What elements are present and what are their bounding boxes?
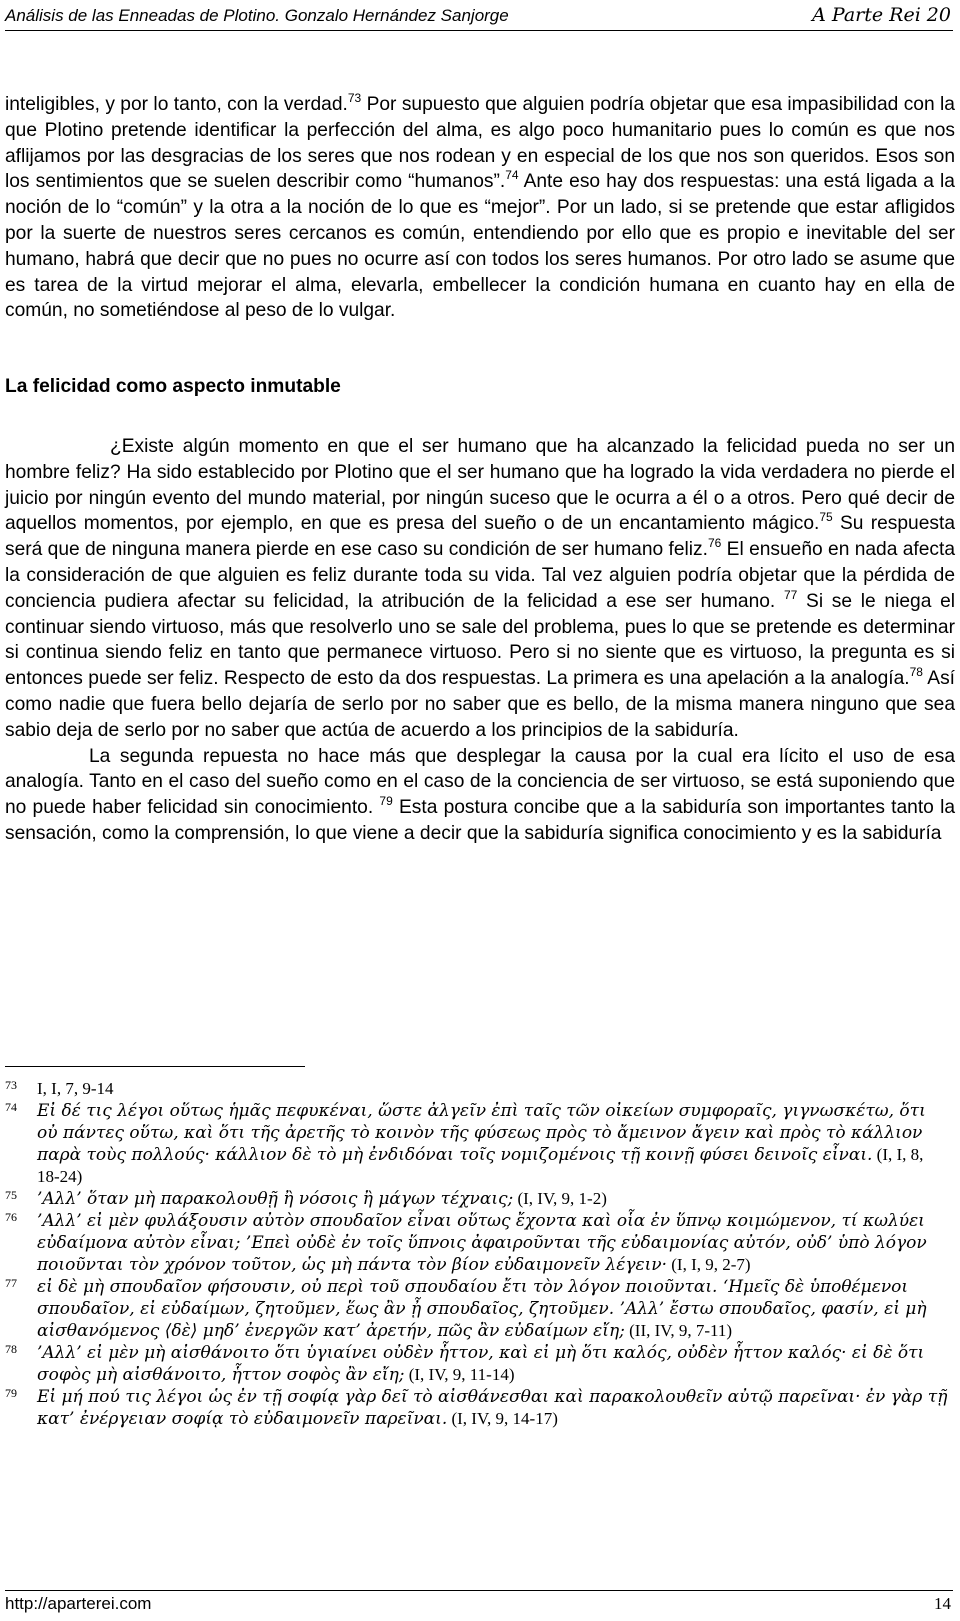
- footnote-reference: (I, I, 9, 2-7): [667, 1255, 751, 1274]
- footnote-76: [5, 1210, 950, 1276]
- paragraph-intro: [5, 92, 955, 324]
- footnote-greek: ’Αλλ’ ὅταν μὴ παρακολουθῇ ἢ νόσοις ἢ μάγων τέχναις;: [37, 1189, 514, 1209]
- paragraph-text: inteligibles, y por lo tanto, con la verdad.: [5, 94, 348, 115]
- footnote-number: 79: [5, 1386, 17, 1400]
- document-body: [5, 92, 955, 847]
- paragraph-text: El ensueño en nada afecta la consideración de que alguien es feliz durante toda su vida. Tal vez alguien podría objetar que la pérdida de conciencia pudiera afectar su felicidad, la atribución de la felicidad a ese ser humano.: [5, 539, 955, 612]
- footnote-reference: (I, IV, 9, 1-2): [513, 1189, 607, 1208]
- footnote-73: [5, 1078, 950, 1100]
- footnote-marker[interactable]: 78: [909, 665, 923, 680]
- footnote-78: [5, 1342, 950, 1386]
- footnote-number: 75: [5, 1188, 17, 1202]
- footnote-marker[interactable]: 74: [505, 168, 519, 183]
- page-footer: [5, 1590, 953, 1615]
- page-number: 14: [934, 1594, 951, 1613]
- paragraph-text: Por supuesto que alguien podría objetar que esa impasibilidad con la que Plotino pretende identificar la perfección del alma, es algo poco humanitario pues lo común es que nos aflijamos por las desgracias de los seres que nos rodean y en especial de los que nos son queridos. Esos son los sentimientos que se suelen describir como “humanos”.: [5, 94, 955, 193]
- footnote-number: 74: [5, 1100, 17, 1114]
- header-title: Análisis de las Enneadas de Plotino. Gonzalo Hernández Sanjorge: [5, 6, 509, 25]
- footnotes: [5, 1078, 950, 1430]
- footer-url[interactable]: http://aparterei.com: [5, 1594, 152, 1613]
- paragraph-text: La segunda repuesta no hace más que desplegar la causa por la cual era lícito el uso de esa analogía. Tanto en el caso del sueño como en el caso de la conciencia de ser virtuoso, se está suponiendo que no puede haber felicidad sin conocimiento.: [5, 745, 955, 819]
- footnote-75: [5, 1188, 950, 1210]
- footnote-number: 76: [5, 1210, 17, 1224]
- page-header: [5, 4, 953, 31]
- paragraph-second-answer: [5, 744, 955, 847]
- paragraph-text: ¿Existe algún momento en que el ser humano que ha alcanzado la felicidad pueda no ser un hombre feliz? Ha sido establecido por Plotino que el ser humano que ha logrado la vida verdadera no pierde el juicio por ningún evento del mundo material, por ningún suceso que le ocurra a él o a otros. Pero qué decir de aquellos momentos, por ejemplo, en que es presa del sueño o de un encantamiento mágico.: [5, 435, 955, 535]
- paragraph-text: Si se le niega el continuar siendo virtuoso, más que resolverlo uno se sale del problema, pues lo que se pretende es determinar si continua siendo feliz en tanto que permanece virtuoso. Pero si no siente que es virtuoso, la pregunta es si entonces puede ser feliz. Respecto de esto da dos respuestas. La primera es una apelación a la analogía.: [5, 590, 956, 690]
- section-heading: La felicidad como aspecto inmutable: [5, 376, 341, 398]
- paragraph-text: Ante eso hay dos respuestas: una está ligada a la noción de lo “común” y la otra a la noción de lo que es “mejor”. Por un lado, si se pretende que estar afligidos por la suerte de nuestros seres cercanos es común, entendiendo por ello que es propio e inevitable del ser humano, habrá que decir que no pues no ocurre así con todos los seres humanos. Por otro lado se asume que es tarea de la virtud mejorar el alma, elevarla, embellecer la condición humana en cuanto hay en ella de común, no sometiéndose al peso de lo vulgar.: [5, 171, 955, 322]
- footnote-79: [5, 1386, 950, 1430]
- footnote-74: [5, 1100, 950, 1188]
- footnote-marker[interactable]: 75: [819, 510, 833, 525]
- paragraph-text: Esta postura concibe que a la sabiduría son importantes tanto la sensación, como la comprensión, lo que viene a decir que la sabiduría significa conocimiento y es la sabiduría: [5, 797, 955, 844]
- footnote-marker[interactable]: 76: [707, 536, 722, 551]
- footnote-number: 77: [5, 1276, 17, 1290]
- footnote-greek: ’Αλλ’ εἰ μὲν φυλάξουσιν αὐτὸν σπουδαῖον εἶναι οὕτως ἔχοντα καὶ οἷα ἐν ὕπνῳ κοιμώμενον, τί κωλύει εὐδαίμονα αὐτὸν εἶναι; ’Επεὶ οὐδὲ ἐν τοῖς ὕπνοις ἀφαιροῦνται τῆς εὐδαιμονίας αὐτόν, οὐδ’ ὑπὸ λόγον ποιοῦνται τὸν χρόνον τοῦτον, ὡς μὴ πάντα τὸν βίον εὐδαιμονεῖν λέγειν·: [37, 1211, 927, 1275]
- footnote-number: 78: [5, 1342, 17, 1356]
- footnote-reference: (I, IV, 9, 14-17): [447, 1409, 558, 1428]
- footnote-greek: ’Αλλ’ εἰ μὲν μὴ αἰσθάνοιτο ὅτι ὑγιαίνει οὐδὲν ἧττον, καὶ εἰ μὴ ὅτι καλός, οὐδὲν ἧττον καλός· εἰ δὲ ὅτι σοφὸς μὴ αἰσθάνοιτο, ἧττον σοφὸς ἂν εἴη;: [37, 1343, 925, 1385]
- footnote-marker[interactable]: 79: [379, 794, 393, 809]
- footnote-reference: I, I, 7, 9-14: [37, 1079, 114, 1098]
- footnote-number: 73: [5, 1078, 17, 1092]
- footnote-greek: Εἰ μή πού τις λέγοι ὡς ἐν τῇ σοφίᾳ γὰρ δεῖ τὸ αἰσθάνεσθαι καὶ παρακολουθεῖν αὐτῷ παρεῖναι· ἐν γὰρ τῇ κατ’ ἐνέργειαν σοφίᾳ τὸ εὐδαιμονεῖν παρεῖναι.: [37, 1387, 948, 1429]
- footnote-reference: (I, I, 8, 18-24): [37, 1145, 924, 1186]
- footnote-separator: [5, 1066, 305, 1067]
- footnote-reference: (II, IV, 9, 7-11): [624, 1321, 733, 1340]
- footnote-greek: Εἰ δέ τις λέγοι οὕτως ἡμᾶς πεφυκέναι, ὥστε ἀλγεῖν ἐπὶ ταῖς τῶν οἰκείων συμφοραῖς, γιγνωσκέτω, ὅτι οὐ πάντες οὕτω, καὶ ὅτι τῆς ἀρετῆς τὸ κοινὸν τῆς φύσεως πρὸς τὸ ἄμεινον ἄγειν καὶ πρὸς τὸ κάλλιον παρὰ τοὺς πολλούς· κάλλιον δὲ τὸ μὴ ἐνδιδόναι τοῖς νομιζομένοις τῇ κοινῇ φύσει δεινοῖς εἶναι.: [37, 1101, 926, 1165]
- footnote-marker[interactable]: 77: [783, 587, 798, 602]
- paragraph-question: [5, 434, 955, 744]
- footnote-reference: (I, IV, 9, 11-14): [404, 1365, 515, 1384]
- footnote-marker[interactable]: 73: [347, 91, 362, 105]
- header-brand: A Parte Rei 20: [812, 4, 951, 26]
- paragraph-text: Su respuesta será que de ninguna manera pierde en ese caso su condición de ser humano feliz.: [5, 513, 955, 561]
- paragraph-text: Así como nadie que fuera bello dejaría de serlo por no saber que es bello, de la misma manera ninguno que sea sabio deja de serlo por no saber que actúa de acuerdo a los principios de la sabiduría.: [5, 668, 955, 741]
- footnote-greek: εἰ δὲ μὴ σπουδαῖον φήσουσιν, οὐ περὶ τοῦ σπουδαίου ἔτι τὸν λόγον ποιοῦνται. ‘Ημεῖς δὲ ὑποθέμενοι σπουδαῖον, εἰ εὐδαίμων, ζητοῦμεν, ἕως ἂν ᾖ σπουδαῖος, ζητοῦμεν. ’Αλλ’ ἔστω σπουδαῖος, φασίν, εἰ μὴ αἰσθανόμενος ⟨δὲ⟩ μηδ’ ἐνεργῶν κατ’ ἀρετήν, πῶς ἂν εὐδαίμων εἴη;: [37, 1277, 927, 1341]
- footnote-77: [5, 1276, 950, 1342]
